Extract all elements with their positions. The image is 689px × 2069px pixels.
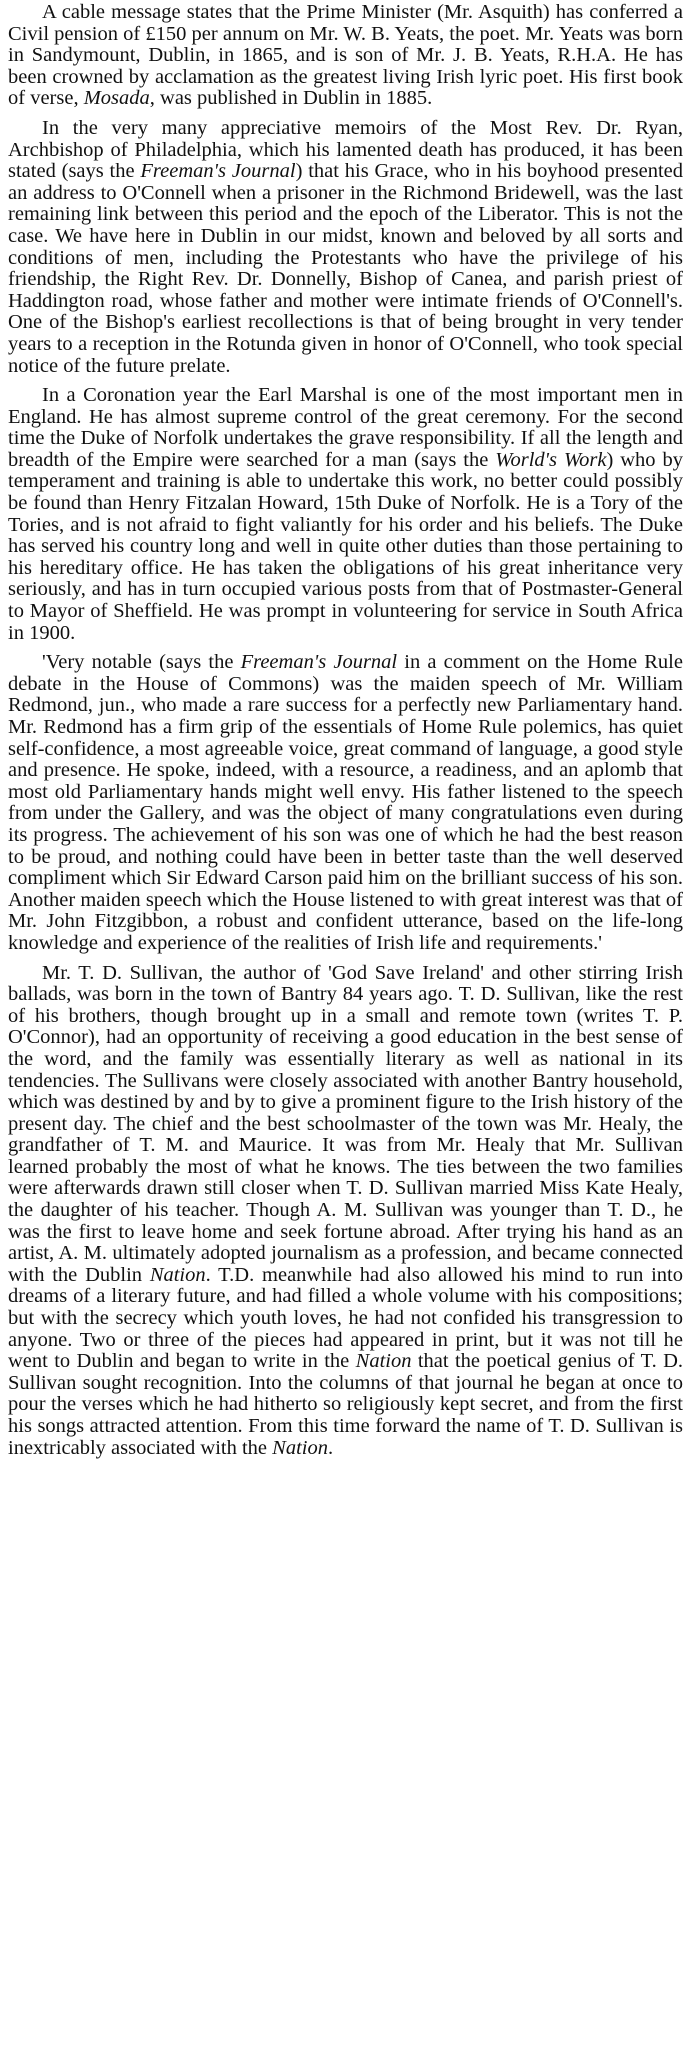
text-run: In the very many appreciative memoirs of the Most Rev. Dr. Ryan, Archbishop of Philadelphia, which his lamented death has produced, it has been stated (says the bbox=[8, 116, 683, 183]
text-run: Mr. T. D. Sullivan, the author of 'God Save Ireland' and other stirring Irish ballads, was born in the town of Bantry 84 years ago. T. D. Sullivan, like the rest of his brothers, though brought up in a small and remote town (writes T. P. O'Connor), had an opportunity of receiving a good education in the best sense of the word, and the family was essentially literary as well as national in its tendencies. The Sullivans were closely associated with another Bantry household, which was destined by and by to give a prominent figure to the Irish history of the present day. The chief and the best schoolmaster of the town was Mr. Healy, the grandfather of T. M. and Maurice. It was from Mr. Healy that Mr. Sullivan learned probably the most of what he knows. The ties between the two families were afterwards drawn still closer when T. D. Sullivan married Miss Kate Healy, the daughter of his teacher. Though A. M. Sullivan was younger than T. D., he was the first to leave home and seek fortune abroad. After trying his hand as an artist, A. M. ultimately adopted journalism as a profession, and became connected with the Dublin bbox=[8, 961, 683, 1286]
paragraph-redmond-speech bbox=[8, 652, 683, 954]
text-run: , was published in Dublin in 1885. bbox=[149, 87, 433, 110]
newspaper-title-italic: Nation bbox=[355, 1350, 412, 1373]
newspaper-title-italic: Freeman's Journal bbox=[140, 160, 296, 183]
text-run: that the poetical genius of T. D. Sullivan sought recognition. Into the columns of that journal he began at once to pour the verses which he had hitherto so religiously kept secret, and from the first his songs attracted attention. From this time forward the name of T. D. Sullivan is inextricably associated with the bbox=[8, 1350, 684, 1459]
paragraph-archbishop-ryan bbox=[8, 118, 683, 377]
paragraph-yeats-pension bbox=[8, 2, 683, 110]
text-run: 'Very notable (says the bbox=[42, 651, 241, 674]
paragraph-earl-marshal bbox=[8, 385, 683, 644]
text-run: in a comment on the Home Rule debate in the House of Commons) was the maiden speech of Mr. William Redmond, jun., who made a rare success for a perfectly new Parliamentary hand. Mr. Redmond has a firm grip of the essentials of Home Rule polemics, has quiet self-confidence, a most agreeable voice, great command of language, a good style and presence. He spoke, indeed, with a resource, a readiness, and an aplomb that most old Parliamentary hands might well envy. His father listened to the speech from under the Gallery, and was the object of many congratulations even during its progress. The achievement of his son was one of which he had the best reason to be proud, and nothing could have been in better taste than the well deserved compliment which Sir Edward Carson paid him on the brilliant success of his son. Another maiden speech which the House listened to with great interest was that of Mr. John Fitzgibbon, a robust and confident utterance, based on the life-long knowledge and experience of the realities of Irish life and requirements.' bbox=[8, 651, 683, 954]
paragraph-td-sullivan bbox=[8, 963, 683, 1460]
newspaper-title-italic: Nation bbox=[149, 1263, 206, 1286]
text-run: . T.D. meanwhile had also allowed his mind to run into dreams of a literary future, and had filled a whole volume with his compositions; but with the secrecy which youth loves, he had not confided his transgression to anyone. Two or three of the pieces had appeared in print, but it was not till he went to Dublin and began to write in the bbox=[8, 1263, 684, 1373]
newspaper-title-italic: Nation bbox=[272, 1436, 328, 1459]
text-run: A cable message states that the Prime Minister (Mr. Asquith) has conferred a Civil pension of £150 per annum on Mr. W. B. Yeats, the poet. Mr. Yeats was born in Sandymount, Dublin, in 1865, and is son of Mr. J. B. Yeats, R.H.A. He has been crowned by acclamation as the greatest living Irish lyric poet. His first book of verse, bbox=[8, 1, 683, 110]
text-run: ) who by temperament and training is able to undertake this work, no better could possibly be found than Henry Fitzalan Howard, 15th Duke of Norfolk. He is a Tory of the Tories, and is not afraid to fight valiantly for his order and his beliefs. The Duke has served his country long and well in quite other duties than those pertaining to his hereditary office. He has taken the obligations of his great inheritance very seriously, and has in turn occupied various posts from that of Postmaster-General to Mayor of Sheffield. He was prompt in volunteering for service in South Africa in 1900. bbox=[8, 448, 683, 644]
magazine-title-italic: World's Work bbox=[495, 448, 607, 471]
text-run: . bbox=[327, 1436, 334, 1459]
text-run: In a Coronation year the Earl Marshal is one of the most important men in England. He has almost supreme control of the great ceremony. For the second time the Duke of Norfolk undertakes the grave responsibility. If all the length and breadth of the Empire were searched for a man (says the bbox=[8, 384, 683, 471]
book-title-italic: Mosada bbox=[83, 87, 150, 110]
newspaper-title-italic: Freeman's Journal bbox=[240, 651, 398, 674]
text-run: ) that his Grace, who in his boyhood presented an address to O'Connell when a prisoner in the Richmond Bridewell, was the last remaining link between this period and the epoch of the Liberator. This is not the case. We have here in Dublin in our midst, known and beloved by all sorts and conditions of men, including the Protestants who have the privilege of his friendship, the Right Rev. Dr. Donnelly, Bishop of Canea, and parish priest of Haddington road, whose father and mother were intimate friends of O'Connell's. One of the Bishop's earliest recollections is that of being brought in very tender years to a reception in the Rotunda given in honor of O'Connell, who took special notice of the future prelate. bbox=[8, 160, 683, 377]
